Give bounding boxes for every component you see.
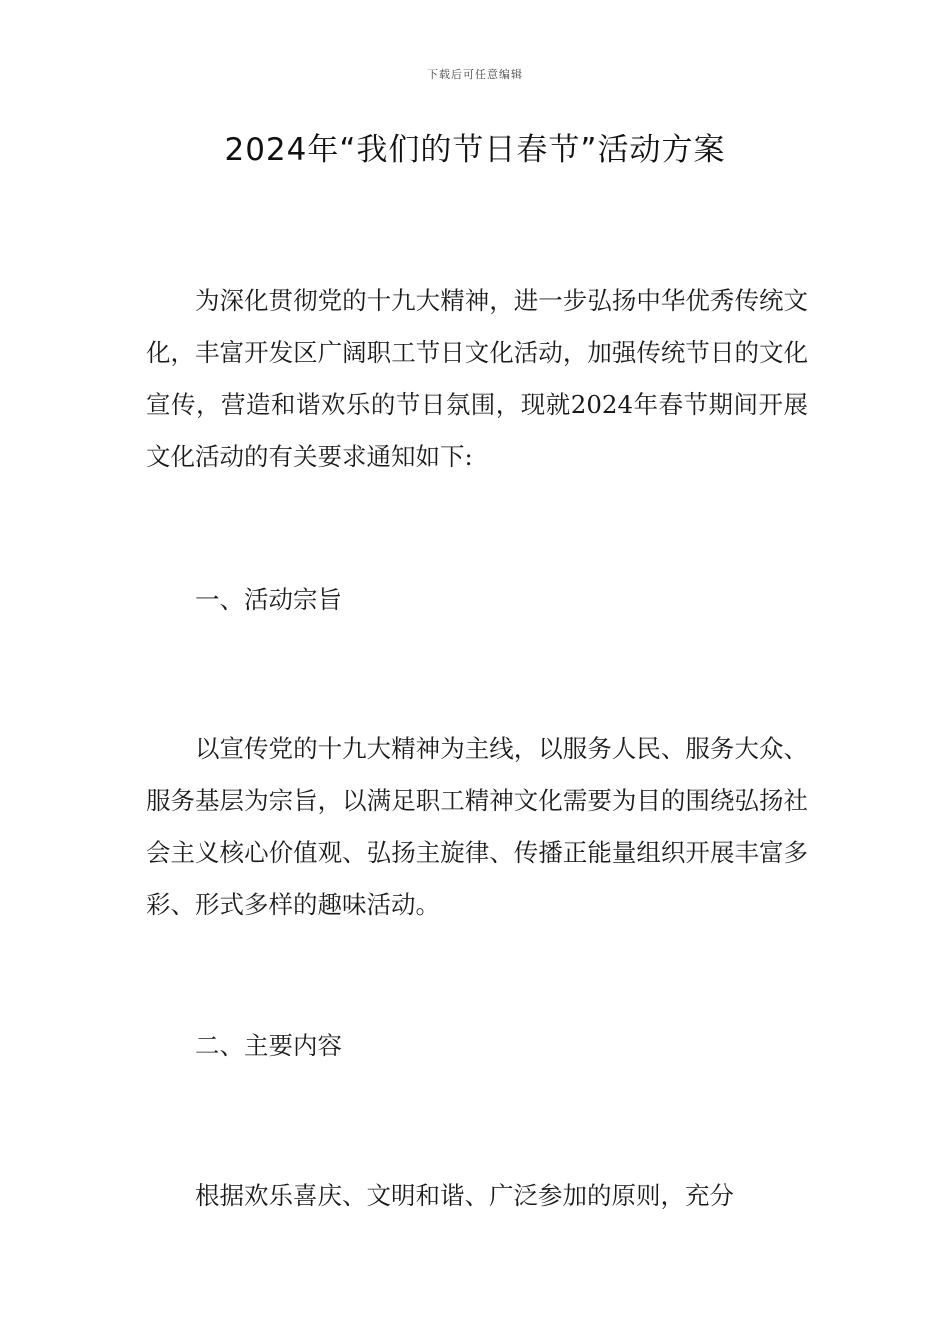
section-heading-purpose: 一、活动宗旨	[195, 585, 342, 614]
section-heading-content: 二、主要内容	[195, 1031, 342, 1060]
intro-paragraph: 为深化贯彻党的十九大精神，进一步弘扬中华优秀传统文化，丰富开发区广阔职工节日文化活动，加强传统节日的文化宣传，营造和谐欢乐的节日氛围，现就2024年春节期间开展文化活动的有关要求通知如下:	[146, 286, 808, 471]
header-note: 下载后可任意编辑	[427, 68, 523, 81]
purpose-paragraph: 以宣传党的十九大精神为主线，以服务人民、服务大众、服务基层为宗旨，以满足职工精神文化需要为目的围绕弘扬社会主义核心价值观、弘扬主旋律、传播正能量组织开展丰富多彩、形式多样的趣味活动。	[146, 734, 808, 919]
content-paragraph: 根据欢乐喜庆、文明和谐、广泛参加的原则，充分	[195, 1181, 734, 1210]
document-title: 2024年“我们的节日春节”活动方案	[224, 132, 726, 168]
